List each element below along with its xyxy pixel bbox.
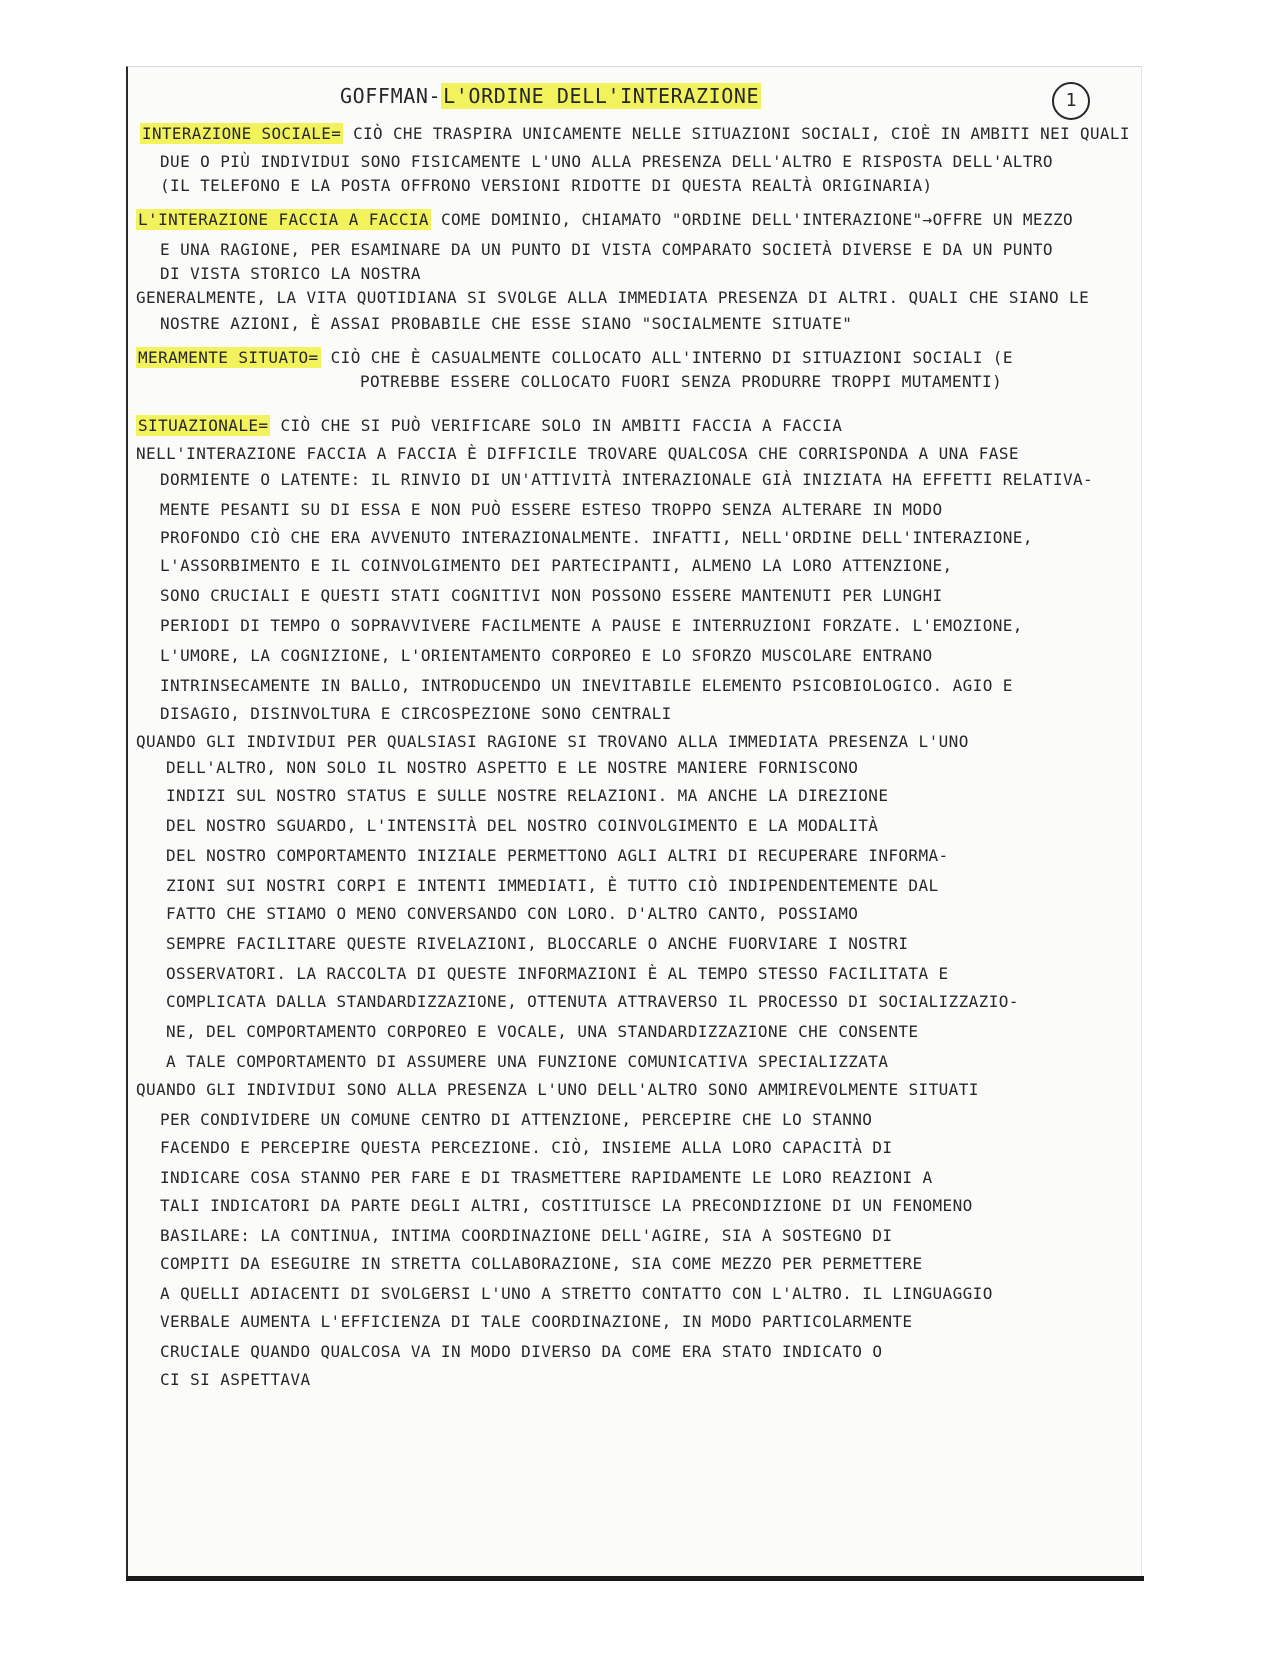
- title-work: L'ORDINE DELL'INTERAZIONE: [443, 84, 760, 108]
- text-line: [160, 1256, 923, 1272]
- line-text: DORMIENTE O LATENTE: IL RINVIO DI UN'ATTIVITÀ INTERAZIONALE GIÀ INIZIATA HA EFFETTI RELATIVA-: [160, 470, 1094, 489]
- line-text: MENTE PESANTI SU DI ESSA E NON PUÒ ESSERE ESTESO TROPPO SENZA ALTERARE IN MODO: [160, 500, 943, 519]
- line-text: PER CONDIVIDERE UN COMUNE CENTRO DI ATTENZIONE, PERCEPIRE CHE LO STANNO: [160, 1110, 873, 1129]
- line-text: SONO CRUCIALI E QUESTI STATI COGNITIVI NON POSSONO ESSERE MANTENUTI PER LUNGHI: [160, 586, 943, 605]
- line-text: FACENDO E PERCEPIRE QUESTA PERCEZIONE. CIÒ, INSIEME ALLA LORO CAPACITÀ DI: [160, 1138, 893, 1157]
- page-number-badge: 1: [1052, 82, 1090, 120]
- line-text: INDICARE COSA STANNO PER FARE E DI TRASMETTERE RAPIDAMENTE LE LORO REAZIONI A: [160, 1168, 933, 1187]
- line-text: QUANDO GLI INDIVIDUI PER QUALSIASI RAGIONE SI TROVANO ALLA IMMEDIATA PRESENZA L'UNO: [136, 732, 969, 751]
- text-line: [160, 530, 1033, 546]
- line-text: CIÒ CHE TRASPIRA UNICAMENTE NELLE SITUAZIONI SOCIALI, CIOÈ IN AMBITI NEI QUALI: [343, 124, 1130, 143]
- line-text: A QUELLI ADIACENTI DI SVOLGERSI L'UNO A STRETTO CONTATTO CON L'ALTRO. IL LINGUAGGIO: [160, 1284, 993, 1303]
- line-text: PROFONDO CIÒ CHE ERA AVVENUTO INTERAZIONALMENTE. INFATTI, NELL'ORDINE DELL'INTERAZIONE,: [160, 528, 1033, 547]
- line-text: CRUCIALE QUANDO QUALCOSA VA IN MODO DIVERSO DA COME ERA STATO INDICATO O: [160, 1342, 883, 1361]
- text-line: [160, 1198, 973, 1214]
- text-line: [166, 818, 878, 834]
- text-line: [136, 1082, 979, 1098]
- text-line: [166, 1054, 888, 1070]
- text-line: [166, 878, 939, 894]
- text-line: [166, 936, 908, 952]
- highlighted-term: L'INTERAZIONE FACCIA A FACCIA: [138, 210, 429, 229]
- text-line: [136, 734, 969, 750]
- line-text: POTREBBE ESSERE COLLOCATO FUORI SENZA PRODURRE TROPPI MUTAMENTI): [360, 372, 1003, 391]
- text-line: [160, 1314, 912, 1330]
- line-text: L'UMORE, LA COGNIZIONE, L'ORIENTAMENTO CORPOREO E LO SFORZO MUSCOLARE ENTRANO: [160, 646, 933, 665]
- text-line: [160, 558, 953, 574]
- text-line: [160, 1170, 933, 1186]
- text-line: [136, 418, 842, 434]
- line-text: L'ASSORBIMENTO E IL COINVOLGIMENTO DEI PARTECIPANTI, ALMENO LA LORO ATTENZIONE,: [160, 556, 953, 575]
- line-text: DUE O PIÙ INDIVIDUI SONO FISICAMENTE L'UNO ALLA PRESENZA DELL'ALTRO E RISPOSTA DELL'ALTRO: [160, 152, 1053, 171]
- line-text: QUANDO GLI INDIVIDUI SONO ALLA PRESENZA L'UNO DELL'ALTRO SONO AMMIREVOLMENTE SITUATI: [136, 1080, 979, 1099]
- text-line: [160, 502, 943, 518]
- line-text: ZIONI SUI NOSTRI CORPI E INTENTI IMMEDIATI, È TUTTO CIÒ INDIPENDENTEMENTE DAL: [166, 876, 939, 895]
- highlighted-term: SITUAZIONALE=: [138, 416, 269, 435]
- line-text: NOSTRE AZIONI, È ASSAI PROBABILE CHE ESSE SIANO "SOCIALMENTE SITUATE": [160, 314, 853, 333]
- line-text: DI VISTA STORICO LA NOSTRA: [160, 264, 421, 283]
- highlighted-term: MERAMENTE SITUATO=: [138, 348, 319, 367]
- highlighted-term: INTERAZIONE SOCIALE=: [142, 124, 342, 143]
- text-line: [166, 966, 949, 982]
- text-line: [160, 178, 933, 194]
- line-text: DEL NOSTRO SGUARDO, L'INTENSITÀ DEL NOSTRO COINVOLGIMENTO E LA MODALITÀ: [166, 816, 879, 835]
- line-text: GENERALMENTE, LA VITA QUOTIDIANA SI SVOLGE ALLA IMMEDIATA PRESENZA DI ALTRI. QUALI CHE SIANO LE: [136, 288, 1090, 307]
- line-text: (IL TELEFONO E LA POSTA OFFRONO VERSIONI RIDOTTE DI QUESTA REALTÀ ORIGINARIA): [160, 176, 933, 195]
- text-line: [136, 212, 1073, 228]
- line-text: VERBALE AUMENTA L'EFFICIENZA DI TALE COORDINAZIONE, IN MODO PARTICOLARMENTE: [160, 1312, 913, 1331]
- text-line: [166, 906, 858, 922]
- line-text: FATTO CHE STIAMO O MENO CONVERSANDO CON LORO. D'ALTRO CANTO, POSSIAMO: [166, 904, 859, 923]
- text-line: [160, 1140, 892, 1156]
- line-text: CIÒ CHE SI PUÒ VERIFICARE SOLO IN AMBITI FACCIA A FACCIA: [270, 416, 843, 435]
- text-line: [160, 472, 1093, 488]
- text-line: [160, 266, 421, 282]
- text-line: [160, 1112, 872, 1128]
- text-line: [160, 706, 672, 722]
- line-text: INDIZI SUL NOSTRO STATUS E SULLE NOSTRE RELAZIONI. MA ANCHE LA DIREZIONE: [166, 786, 889, 805]
- text-line: [160, 648, 933, 664]
- text-line: [140, 126, 1130, 142]
- line-text: CIÒ CHE È CASUALMENTE COLLOCATO ALL'INTERNO DI SITUAZIONI SOCIALI (E: [320, 348, 1013, 367]
- line-text: SEMPRE FACILITARE QUESTE RIVELAZIONI, BLOCCARLE O ANCHE FUORVIARE I NOSTRI: [166, 934, 909, 953]
- text-line: [166, 788, 888, 804]
- line-text: DISAGIO, DISINVOLTURA E CIRCOSPEZIONE SONO CENTRALI: [160, 704, 672, 723]
- title-author: GOFFMAN-: [340, 84, 442, 108]
- line-text: DELL'ALTRO, NON SOLO IL NOSTRO ASPETTO E LE NOSTRE MANIERE FORNISCONO: [166, 758, 859, 777]
- text-line: [136, 446, 1019, 462]
- line-text: COMPITI DA ESEGUIRE IN STRETTA COLLABORAZIONE, SIA COME MEZZO PER PERMETTERE: [160, 1254, 923, 1273]
- line-text: E UNA RAGIONE, PER ESAMINARE DA UN PUNTO DI VISTA COMPARATO SOCIETÀ DIVERSE E DA UN PUNTO: [160, 240, 1053, 259]
- line-text: NE, DEL COMPORTAMENTO CORPOREO E VOCALE, UNA STANDARDIZZAZIONE CHE CONSENTE: [166, 1022, 919, 1041]
- line-text: PERIODI DI TEMPO O SOPRAVVIVERE FACILMENTE A PAUSE E INTERRUZIONI FORZATE. L'EMOZIONE,: [160, 616, 1023, 635]
- text-line: [166, 994, 1019, 1010]
- line-text: A TALE COMPORTAMENTO DI ASSUMERE UNA FUNZIONE COMUNICATIVA SPECIALIZZATA: [166, 1052, 889, 1071]
- text-line: [166, 1024, 918, 1040]
- text-line: [166, 848, 949, 864]
- text-line: [160, 1286, 993, 1302]
- line-text: OSSERVATORI. LA RACCOLTA DI QUESTE INFORMAZIONI È AL TEMPO STESSO FACILITATA E: [166, 964, 949, 983]
- text-line: [160, 1344, 882, 1360]
- line-text: BASILARE: LA CONTINUA, INTIMA COORDINAZIONE DELL'AGIRE, SIA A SOSTEGNO DI: [160, 1226, 893, 1245]
- line-text: INTRINSECAMENTE IN BALLO, INTRODUCENDO UN INEVITABILE ELEMENTO PSICOBIOLOGICO. AGIO E: [160, 676, 1013, 695]
- text-line: [160, 316, 852, 332]
- line-text: DEL NOSTRO COMPORTAMENTO INIZIALE PERMETTONO AGLI ALTRI DI RECUPERARE INFORMA-: [166, 846, 949, 865]
- text-line: [360, 374, 1002, 390]
- line-text: COME DOMINIO, CHIAMATO "ORDINE DELL'INTERAZIONE"→OFFRE UN MEZZO: [430, 210, 1074, 229]
- text-line: [136, 350, 1013, 366]
- line-text: CI SI ASPETTAVA: [160, 1370, 311, 1389]
- text-line: [160, 1228, 892, 1244]
- text-line: [166, 760, 858, 776]
- page-bottom-edge: [126, 1576, 1144, 1581]
- line-text: TALI INDICATORI DA PARTE DEGLI ALTRI, COSTITUISCE LA PRECONDIZIONE DI UN FENOMENO: [160, 1196, 973, 1215]
- line-text: COMPLICATA DALLA STANDARDIZZAZIONE, OTTENUTA ATTRAVERSO IL PROCESSO DI SOCIALIZZAZIO-: [166, 992, 1019, 1011]
- text-line: [160, 242, 1053, 258]
- page-title: [340, 84, 761, 108]
- text-line: [160, 618, 1023, 634]
- text-line: [136, 290, 1089, 306]
- text-line: [160, 1372, 311, 1388]
- text-line: [160, 154, 1053, 170]
- text-line: [160, 678, 1013, 694]
- line-text: NELL'INTERAZIONE FACCIA A FACCIA È DIFFICILE TROVARE QUALCOSA CHE CORRISPONDA A UNA FASE: [136, 444, 1019, 463]
- text-line: [160, 588, 943, 604]
